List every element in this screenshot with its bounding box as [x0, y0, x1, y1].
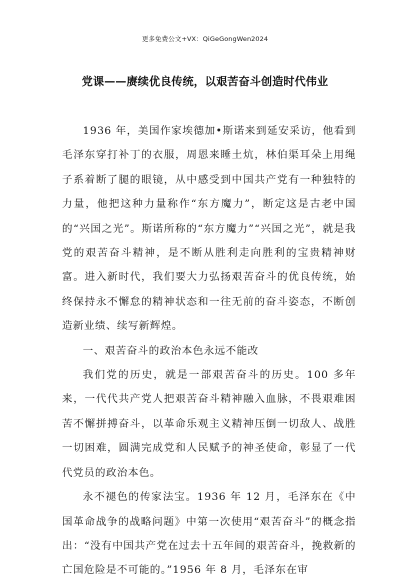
paragraph-heritage: 永不褪色的传家法宝。1936 年 12 月，毛泽东在《中国革命战争的战略问题》中第一次使用“艰苦奋斗”的概念指出：“没有中国共产党在过去十五年间的艰苦奋斗，挽救新的亡国危险是不可能的。”1956 年 8 月，毛泽东在审 [62, 491, 356, 577]
section-heading-1: 一、艰苦奋斗的政治本色永远不能改 [82, 344, 259, 357]
paragraph-history: 我们党的历史，就是一部艰苦奋斗的历史。100 多年来，一代代共产党人把艰苦奋斗精神融入血脉，不畏艰难困苦不懈拼搏奋斗，以革命乐观主义精神压倒一切敌人、战胜一切困难，圆满完成党和人民赋予的神圣使命，彰显了一代代党员的政治本色。 [62, 369, 356, 479]
document-body [62, 119, 356, 583]
document-title: 党课——赓续优良传统，以艰苦奋斗创造时代伟业 [81, 75, 329, 88]
header-note: 更多免费公文+VX：QiGeGongWen2024 [141, 35, 269, 43]
paragraph-intro: 1936 年，美国作家埃德加•斯诺来到延安采访，他看到毛泽东穿打补丁的衣服，周恩来睡土炕，林伯渠耳朵上用绳子系着断了腿的眼镜，从中感受到中国共产党有一种独特的力量，他把这种力量称作“东方魔力”，断定这是古老中国的“兴国之光”。斯诺所称的“东方魔力”“兴国之光”，就是我党的艰苦奋斗精神，是不断从胜利走向胜利的宝贵精神财富。进入新时代，我们要大力弘扬艰苦奋斗的优良传统，始终保持永不懈怠的精神状态和一往无前的奋斗姿态，不断创造新业绩、续写新辉煌。 [62, 125, 356, 333]
